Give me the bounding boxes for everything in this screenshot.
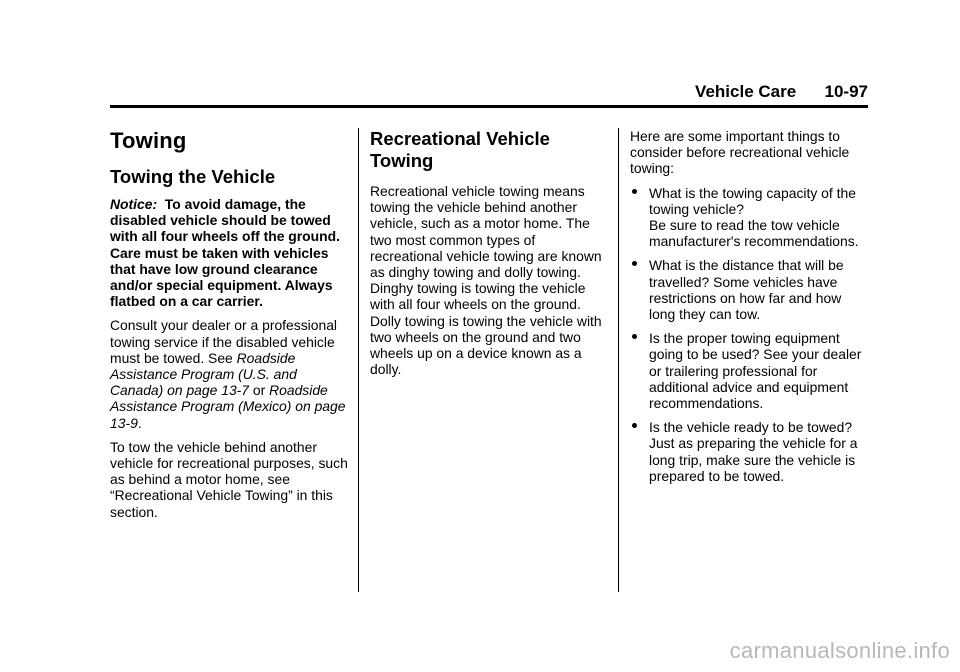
list-item-text: Is the proper towing equipment going to be used? See your dealer or trailering professional for additional advice and equipment recommendations.: [649, 330, 862, 412]
column-2: [370, 128, 610, 385]
chapter-title: Towing: [110, 128, 187, 153]
considerations-list: [630, 185, 868, 484]
header-rule: [110, 105, 868, 108]
list-item: [630, 185, 868, 250]
considerations-intro: Here are some important things to consider before recreational vehicle towing:: [630, 128, 850, 177]
consult-or: or: [249, 382, 270, 399]
bullet-icon: [632, 423, 637, 428]
column-3: [630, 128, 868, 492]
page-header: [110, 82, 868, 106]
notice-label: Notice:: [110, 196, 158, 212]
consult-end: .: [137, 414, 142, 431]
list-item-text: What is the towing capacity of the towing vehicle?: [649, 184, 856, 217]
header-spacer: [796, 82, 824, 101]
list-item: [630, 419, 868, 484]
section-title-recreational-towing: Recreational Vehicle Towing: [370, 128, 550, 171]
header-page-number: 10-97: [824, 82, 868, 101]
running-head: [695, 82, 868, 102]
roadside-mexico-link[interactable]: Roadside Assistance Program (Mexico) on page 13-9: [110, 382, 346, 431]
header-section-name: Vehicle Care: [695, 82, 797, 101]
recreational-ref-paragraph: To tow the vehicle behind another vehicle for recreational purposes, such as behind a motor home, see “Recreational Vehicle Towing” in this section.: [110, 438, 348, 520]
notice-text: To avoid damage, the disabled vehicle should be towed with all four wheels off the ground. Care must be taken with vehicles that have low ground clearance and/or special equipment. Always flatbed on a car carrier.: [110, 196, 340, 310]
list-item-text: What is the distance that will be travelled? Some vehicles have restrictions on how far and how long they can tow.: [649, 257, 844, 323]
roadside-us-canada-link[interactable]: Roadside Assistance Program (U.S. and Canada) on page 13-7: [110, 349, 297, 399]
bullet-icon: [632, 334, 637, 339]
consult-text: Consult your dealer or a professional towing service if the disabled vehicle must be towed. See: [110, 317, 338, 366]
column-divider-2: [618, 128, 619, 592]
bullet-icon: [632, 261, 637, 266]
bullet-icon: [632, 189, 637, 194]
list-item: [630, 257, 868, 322]
watermark-text: carmanualsonline.info: [729, 638, 950, 663]
column-divider-1: [358, 128, 359, 592]
list-item: [630, 330, 868, 411]
recreational-towing-paragraph: Recreational vehicle towing means towing the vehicle behind another vehicle, such as a motor home. The two most common types of recreational vehicle towing are known as dinghy towing and dolly towing. Dinghy towing is towing the vehicle with all four wheels on the ground. Dolly towing is towing the vehicle with two wheels on the ground and two wheels up on a device known as a dolly.: [370, 183, 602, 378]
list-item-text: Is the vehicle ready to be towed? Just as preparing the vehicle for a long trip, make sure the vehicle is prepared to be towed.: [649, 419, 858, 484]
consult-paragraph: [110, 317, 352, 430]
list-item-subtext: Be sure to read the tow vehicle manufacturer's recommendations.: [649, 217, 859, 250]
section-title-towing-vehicle: Towing the Vehicle: [110, 166, 276, 187]
notice-paragraph: [110, 196, 352, 309]
column-1: [110, 128, 352, 528]
